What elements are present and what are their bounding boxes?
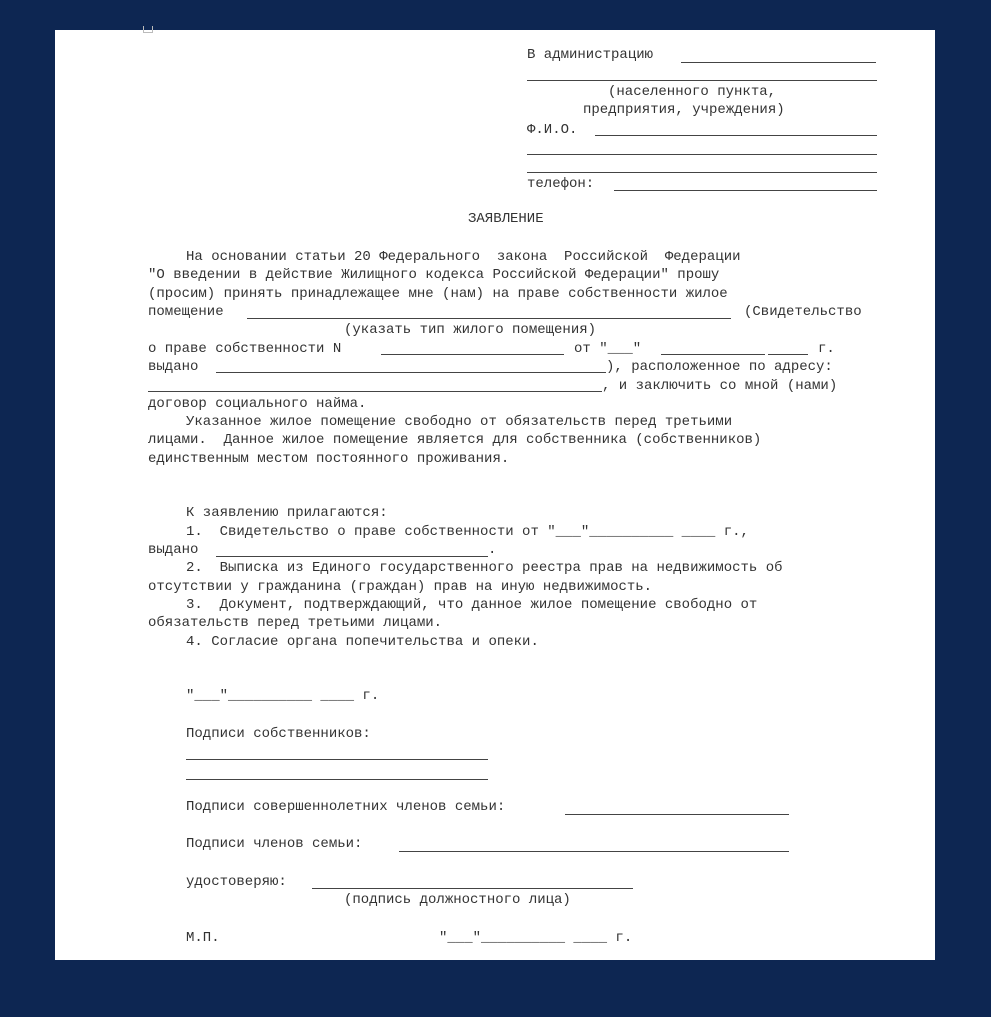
fio-line-3[interactable] — [527, 172, 877, 173]
official-signature-line[interactable] — [312, 888, 633, 889]
p1-line-3: (просим) принять принадлежащее мне (нам) на праве собственности жилое — [148, 286, 728, 302]
attachment-2-line-1: 2. Выписка из Единого государственного реестра прав на недвижимость об — [186, 560, 783, 576]
p1-line-7: , и заключить со мной (нами) — [602, 378, 838, 394]
p1-line-8: договор социального найма. — [148, 396, 367, 412]
p1-line-6-end: ), расположенное по адресу: — [606, 359, 833, 375]
place-hint-1: (населенного пункта, — [608, 84, 777, 100]
issued-by-line[interactable] — [216, 372, 606, 373]
phone-label: телефон: — [527, 176, 595, 192]
members-label: Подписи членов семьи: — [186, 836, 363, 852]
fio-line-2[interactable] — [527, 154, 877, 155]
attachment-3-line-1: 3. Документ, подтверждающий, что данное жилое помещение свободно от — [186, 597, 758, 613]
certify-label: удостоверяю: — [186, 874, 287, 890]
address-line[interactable] — [148, 391, 602, 392]
attachment-3-line-2: обязательств перед третьими лицами. — [148, 615, 443, 631]
attachment-2-line-2: отсутствии у гражданина (граждан) прав на иную недвижимость. — [148, 579, 653, 595]
page-corner-mark — [143, 26, 153, 33]
members-signature-line[interactable] — [399, 851, 789, 852]
signature-date: "___"__________ ____ г. — [186, 688, 380, 704]
phone-line[interactable] — [614, 190, 877, 191]
fio-label: Ф.И.О. — [527, 122, 578, 138]
p1-line-1: На основании статьи 20 Федерального закона Российской Федерации — [186, 249, 741, 265]
admin-name-line[interactable] — [681, 62, 876, 63]
attachment-issued-by-line[interactable] — [216, 556, 488, 557]
certify-date: "___"__________ ____ г. — [439, 930, 633, 946]
owner-signature-line-1[interactable] — [186, 759, 488, 760]
p1-line-6-start: выдано — [148, 359, 199, 375]
p1-line-4-end: (Свидетельство — [744, 304, 862, 320]
p1-line-5-start: о праве собственности N — [148, 341, 342, 357]
attachment-1-line-2-end: . — [488, 542, 497, 558]
owners-signatures-label: Подписи собственников: — [186, 726, 371, 742]
adult-members-label: Подписи совершеннолетних членов семьи: — [186, 799, 506, 815]
to-admin-label: В администрацию — [527, 47, 654, 63]
admin-name-line-2[interactable] — [527, 80, 877, 81]
premises-type-line[interactable] — [247, 318, 731, 319]
p1-line-5-end: г. — [818, 341, 835, 357]
p2-line-3: единственным местом постоянного проживания. — [148, 451, 510, 467]
premises-type-hint: (указать тип жилого помещения) — [344, 322, 597, 338]
p1-line-2: "О введении в действие Жилищного кодекса Российской Федерации" прошу — [148, 267, 720, 283]
p2-line-1: Указанное жилое помещение свободно от обязательств перед третьими — [186, 414, 733, 430]
p1-line-4-start: помещение — [148, 304, 224, 320]
certificate-month-line[interactable] — [661, 354, 765, 355]
attachment-4: 4. Согласие органа попечительства и опеки. — [186, 634, 539, 650]
document-page — [55, 30, 935, 960]
attachment-1-line-2-start: выдано — [148, 542, 199, 558]
stamp-place-label: М.П. — [186, 930, 220, 946]
certificate-number-line[interactable] — [381, 354, 564, 355]
official-signature-hint: (подпись должностного лица) — [344, 892, 571, 908]
fio-line[interactable] — [595, 135, 877, 136]
owner-signature-line-2[interactable] — [186, 779, 488, 780]
place-hint-2: предприятия, учреждения) — [583, 102, 785, 118]
attachment-1-line-1: 1. Свидетельство о праве собственности от "___"__________ ____ г., — [186, 524, 749, 540]
p2-line-2: лицами. Данное жилое помещение является для собственника (собственников) — [148, 432, 762, 448]
adult-members-signature-line[interactable] — [565, 814, 789, 815]
certificate-year-line[interactable] — [768, 354, 808, 355]
attachments-intro: К заявлению прилагаются: — [186, 505, 388, 521]
p1-line-5-date: от "___" — [574, 341, 642, 357]
document-title: ЗАЯВЛЕНИЕ — [468, 211, 544, 227]
